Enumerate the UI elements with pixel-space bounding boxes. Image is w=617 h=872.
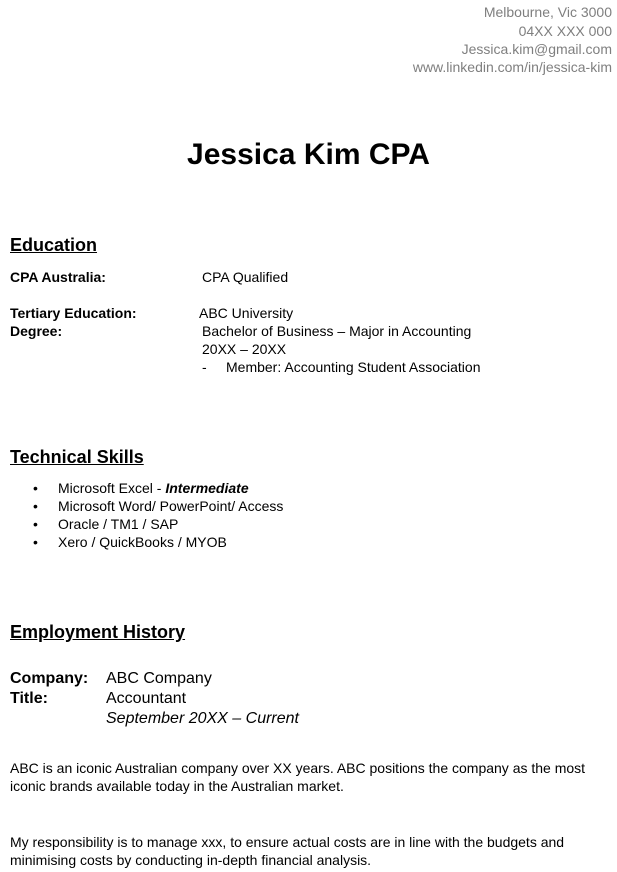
tertiary-value: ABC University — [199, 305, 294, 321]
skill-item — [58, 480, 249, 496]
title-value: Accountant — [106, 690, 187, 707]
resume-name: Jessica Kim CPA — [187, 138, 430, 171]
member-dash: - — [202, 359, 207, 375]
contact-linkedin[interactable]: www.linkedin.com/in/jessica-kim — [412, 59, 612, 75]
skill-text: Microsoft Excel - — [58, 480, 166, 496]
company-description: ABC is an iconic Australian company over XX years. ABC positions the company as the most iconic brands available today in the Australian market. — [10, 760, 586, 794]
skill-level: Intermediate — [165, 480, 249, 496]
skill-item: Oracle / TM1 / SAP — [58, 516, 179, 532]
cpa-value: CPA Qualified — [202, 269, 289, 285]
skill-item: Microsoft Word/ PowerPoint/ Access — [58, 498, 284, 514]
bullet-icon: • — [33, 498, 38, 514]
responsibility-paragraph: My responsibility is to manage xxx, to ensure actual costs are in line with the budgets and minimising costs by conducting in-depth financial analysis. — [10, 834, 565, 868]
employment-dates: September 20XX – Current — [106, 710, 299, 727]
contact-phone: 04XX XXX 000 — [518, 23, 612, 39]
education-heading: Education — [10, 235, 98, 255]
bullet-icon: • — [33, 534, 38, 550]
bullet-icon: • — [33, 516, 38, 532]
degree-label: Degree: — [10, 323, 63, 339]
degree-years: 20XX – 20XX — [202, 341, 287, 357]
tertiary-label: Tertiary Education: — [10, 305, 137, 321]
member-value: Member: Accounting Student Association — [226, 359, 481, 375]
bullet-icon: • — [33, 480, 38, 496]
skills-heading: Technical Skills — [10, 447, 144, 467]
employment-heading: Employment History — [10, 622, 186, 642]
contact-email[interactable]: Jessica.kim@gmail.com — [461, 41, 612, 57]
cpa-label: CPA Australia: — [10, 269, 106, 285]
company-value: ABC Company — [106, 670, 212, 687]
skill-item: Xero / QuickBooks / MYOB — [58, 534, 227, 550]
company-label: Company: — [10, 670, 89, 687]
title-label: Title: — [10, 690, 48, 707]
contact-location: Melbourne, Vic 3000 — [483, 4, 612, 20]
degree-value: Bachelor of Business – Major in Accounting — [202, 323, 472, 339]
